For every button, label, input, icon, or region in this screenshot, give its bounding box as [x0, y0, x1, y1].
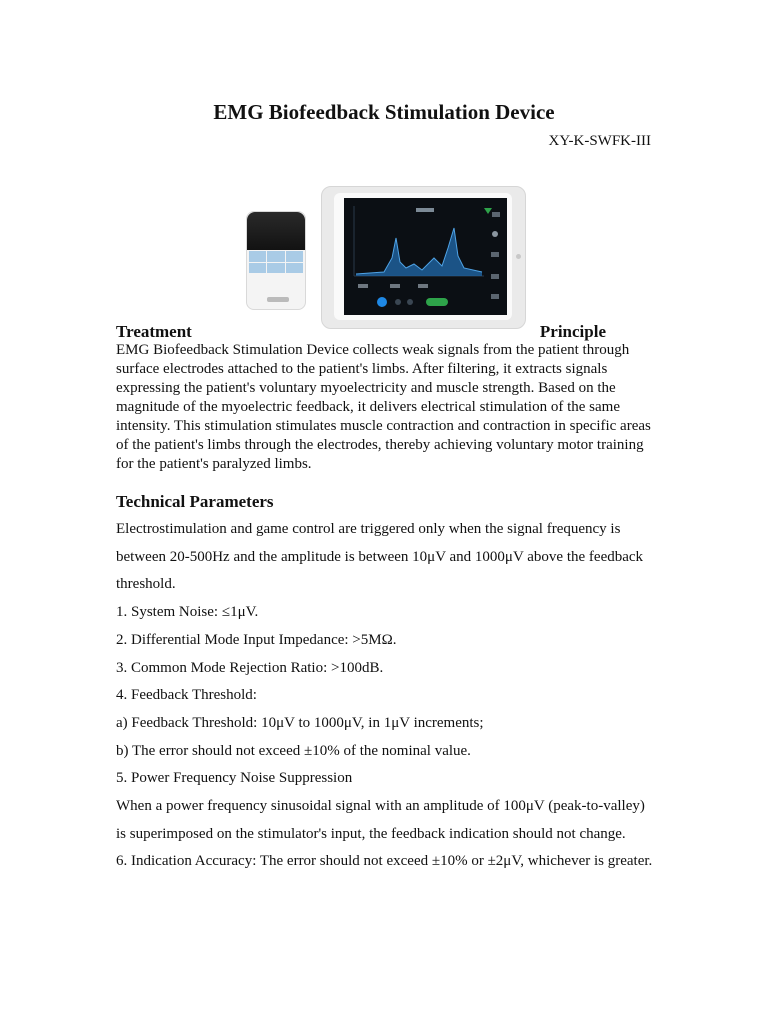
parameter-line: Electrostimulation and game control are triggered only when the signal frequency is between 20-500Hz and the amplitude is between 10μV and 1000μV above the feedback threshold.	[116, 521, 644, 593]
parameter-line: a) Feedback Threshold: 10μV to 1000μV, in 1μV increments;	[116, 714, 484, 731]
tablet-home-button	[516, 254, 521, 259]
parameter-line: 4. Feedback Threshold:	[116, 687, 257, 704]
parameter-line: 1. System Noise: ≤1μV.	[116, 604, 259, 621]
technical-parameters-list	[116, 516, 656, 876]
tablet-screen	[344, 198, 507, 315]
heading-treatment: Treatment	[116, 322, 192, 341]
tablet-emg-waveform-image	[321, 186, 526, 329]
parameter-line: 6. Indication Accuracy: The error should not exceed ±10% or ±2μV, whichever is greater.	[116, 853, 653, 870]
parameter-line: 3. Common Mode Rejection Ratio: >100dB.	[116, 659, 384, 676]
model-number: XY-K-SWFK-III	[548, 133, 651, 149]
parameter-line: 5. Power Frequency Noise Suppression	[116, 770, 353, 787]
document-title: EMG Biofeedback Stimulation Device	[213, 100, 555, 124]
device-screen	[247, 212, 305, 250]
principle-paragraph: EMG Biofeedback Stimulation Device collects weak signals from the patient through surface electrodes attached to the patient's limbs. After filtering, it extracts signals expressing the patient's voluntary myoelectricity and muscle strength. Based on the magnitude of the myoelectric feedback, it delivers electrical stimulation of the same intensity. This stimulation stimulates muscle contraction and contraction in specific areas of the patient's limbs through the electrodes, thereby achieving voluntary motor training for the patient's paralyzed limbs.	[116, 342, 651, 472]
handheld-emg-device-image	[246, 211, 306, 310]
parameter-line: b) The error should not exceed ±10% of the nominal value.	[116, 742, 471, 759]
technical-parameters-heading: Technical Parameters	[116, 492, 274, 511]
parameter-line: 2. Differential Mode Input Impedance: >5MΩ.	[116, 631, 397, 648]
device-logo	[267, 297, 289, 302]
heading-principle: Principle	[539, 322, 606, 341]
device-keypad	[249, 251, 303, 273]
waveform-graphic	[344, 198, 507, 315]
parameter-line: When a power frequency sinusoidal signal with an amplitude of 100μV (peak-to-valley) is superimposed on the stimulator's input, the feedback indication should not change.	[116, 798, 645, 842]
